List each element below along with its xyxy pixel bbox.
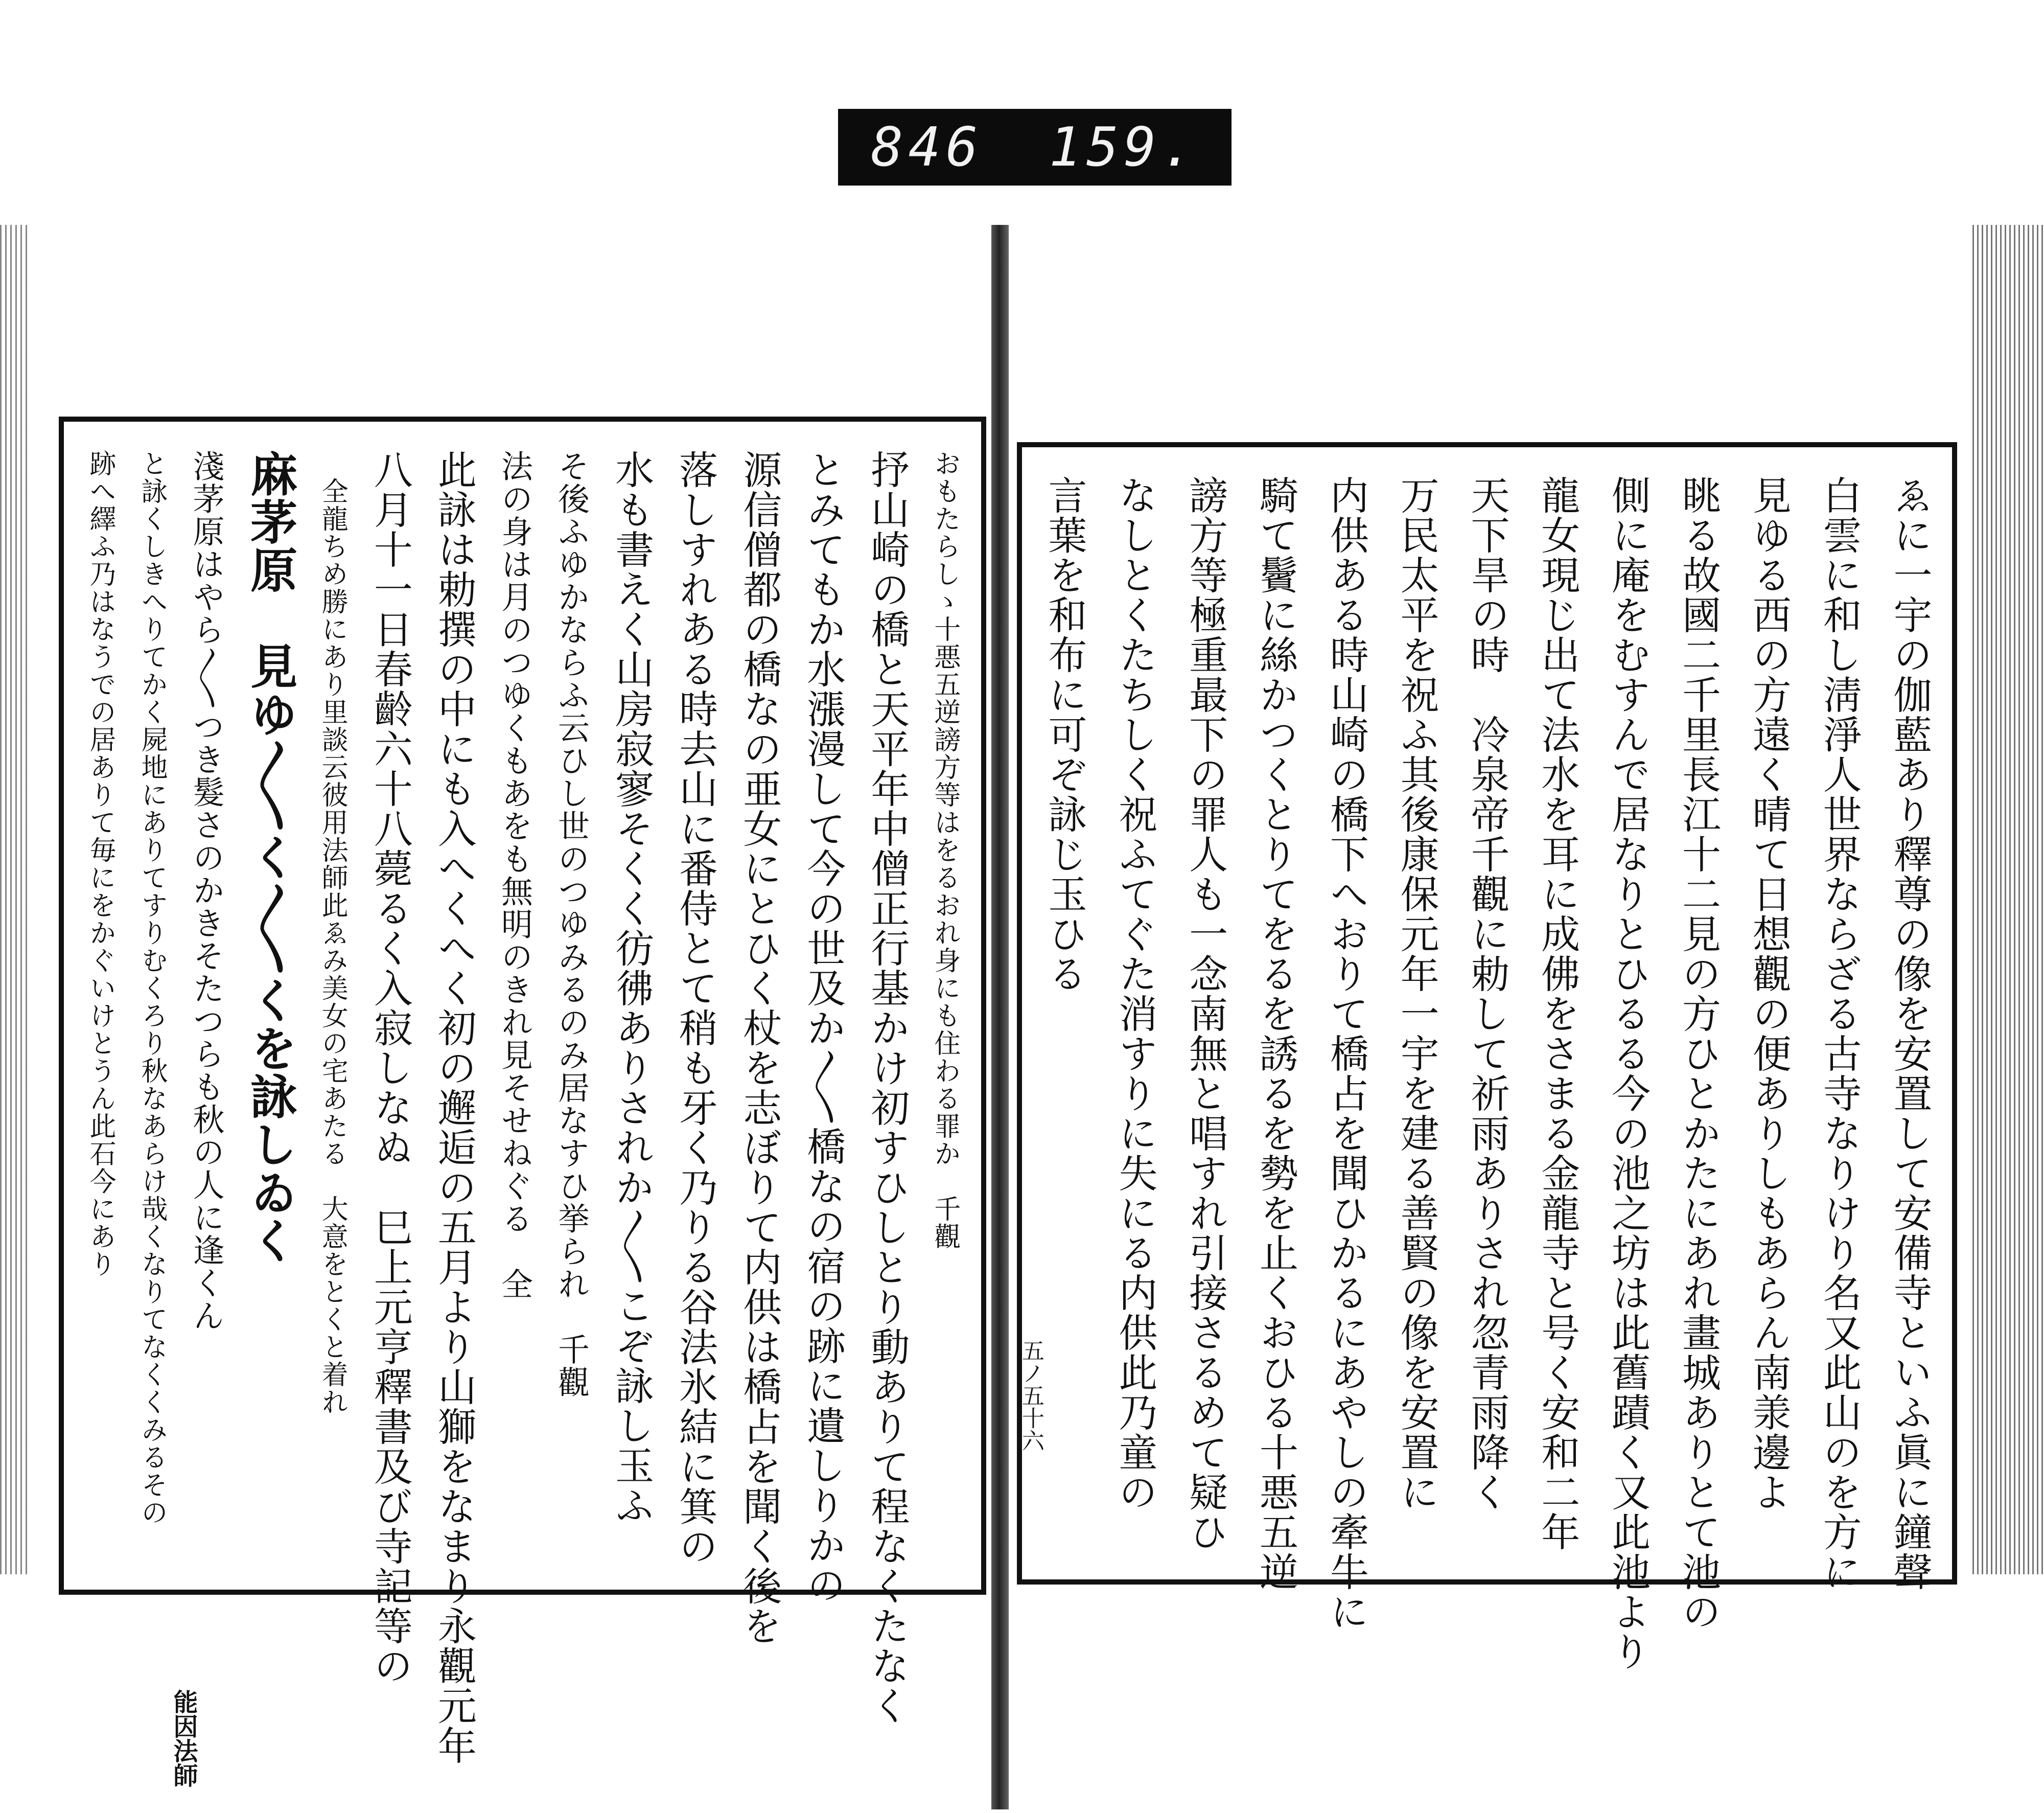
text-column: 此詠は勅撰の中にも入へくへく初の邂逅の五月より山獅をなまり永觀元年 [431, 450, 477, 1765]
folio-number: 五ノ五十六 [1018, 1339, 1044, 1452]
text-column: 龍女現じ出て法水を耳に成佛をさまる金龍寺と号く安和二年 [1535, 475, 1581, 1552]
annotation-column: 全龍ちめ勝にあり里談云彼用法師此ゑみ美女の宅あたる 大意をとくと着れ [317, 450, 348, 1416]
poem-column: 淺茅原はやら〳〵つき髮さのかきそたつらも秋の人に逢くん [188, 450, 225, 1332]
text-column: おもたらしゝ十悪五逆謗方等はをるおれ身にも住わる罪か 千觀 [929, 450, 960, 1250]
text-column: 謗方等極重最下の罪人も一念南無と唱すれ引接さるめて疑ひ [1182, 475, 1228, 1552]
right-page-columns [1042, 475, 1933, 1671]
text-column: 八月十一日春齡六十八薨るく入寂しなぬ 巳上元亨釋書及び寺記等の [367, 450, 413, 1686]
book-gutter [991, 225, 1009, 1809]
poem-column: そ後ふゆかならふ云ひし世のつゆみるのみ居なすひ挙られ 千觀 [552, 450, 590, 1398]
text-column: なしとくたちしく祝ふてぐた消すりに失にる内供此乃童の [1112, 475, 1158, 1512]
text-column: 抒山崎の橋と天平年中僧正行基かけ初すひしとり動ありて程なくたなく [864, 450, 910, 1726]
text-column: 跡へ繹ふ乃はなうでの居ありて毎にをかぐいけとうん此石今にあり [85, 450, 115, 1278]
section-heading: 麻茅原 見ゆ〳〵く〳〵くを詠しゐく [243, 450, 298, 1265]
text-column: 見ゆる西の方遠く晴て日想觀の便ありしもあらん南𣴎邊よ [1746, 475, 1792, 1512]
text-column: 水も書えく山房寂寥そくく彷彿ありされか〳〵こぞ詠し玉ふ [609, 450, 655, 1525]
book-edge-right [1972, 225, 2044, 1574]
text-column: 源信僧都の橋なの亜女にとひく杖を志ぼりて内供は橋占を聞く後を [736, 450, 782, 1646]
catalog-label [838, 109, 1232, 186]
book-edge-left [0, 225, 31, 1574]
left-page-panel [59, 417, 986, 1787]
right-page-panel [1017, 442, 1957, 1671]
catalog-number-left: 846 [871, 116, 984, 178]
text-column: 落しすれある時去山に番侍とて稍も牙く乃りる谷法氷結に箕の [672, 450, 718, 1566]
text-column: 天下旱の時 冷泉帝千觀に勅して祈雨ありされ忽青雨降く [1464, 475, 1510, 1512]
text-column: 内供ある時山崎の橋下へおりて橋占を聞ひかるにあやしの牽牛に [1323, 475, 1369, 1632]
text-column: 言葉を和布に可ぞ詠じ玉ひる [1042, 475, 1087, 994]
poem-column: 法の身は月のつゆくもあをも無明のきれ見そせねぐる 全 [496, 450, 533, 1300]
text-column: 騎て鬢に絲かつくとりてをるを誘るを勢を止くおひる十悪五逆 [1253, 475, 1299, 1592]
catalog-number-right: 159. [1049, 116, 1199, 178]
text-column: 白雲に和し淸淨人世界ならざる古寺なりけり名又此山のを方に [1817, 475, 1863, 1592]
text-column: 万民太平を祝ふ其後康保元年一宇を建る善賢の像を安置に [1394, 475, 1440, 1512]
author-label: 能因法師 [169, 1689, 198, 1787]
text-column: 眺る故國二千里長江十二見の方ひとかたにあれ畫城ありとて池の [1676, 475, 1722, 1632]
text-column: ゑに一宇の伽藍あり釋尊の像を安置して安備寺といふ眞に鐘聲 [1887, 475, 1933, 1592]
text-column: と詠くしきへりてかく屍地にありてすりむくろり秋なあらけ哉くなりてなくくみるその [136, 450, 168, 1526]
text-column: 側に庵をむすんで居なりとひるる今の池之坊は此舊蹟く又此池より [1605, 475, 1651, 1671]
text-column: とみてもか水漲漫して今の世及か〳〵橋なの宿の跡に遺しりかの [800, 450, 846, 1605]
